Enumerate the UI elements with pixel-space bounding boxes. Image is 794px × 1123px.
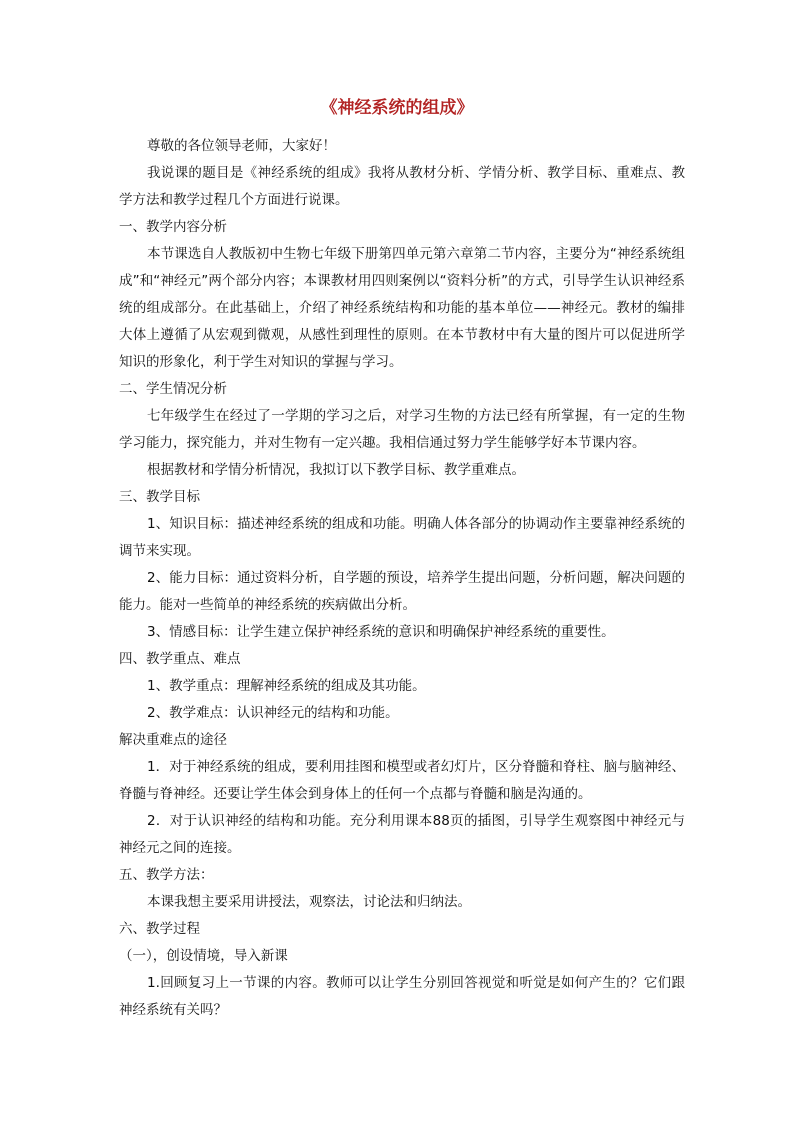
list-item: 2、教学难点：认识神经元的结构和功能。 [147,705,399,721]
list-item: 1、知识目标：描述神经系统的组成和功能。明确人体各部分的协调动作主要靠神经系统的调节来实现。 [119,516,685,559]
subsection-heading: （一），创设情境，导入新课 [119,948,288,964]
list-item: 1、教学重点：理解神经系统的组成及其功能。 [147,678,426,694]
body-paragraph: 本课我想主要采用讲授法，观察法，讨论法和归纳法。 [147,894,471,910]
document-body [119,133,685,1024]
list-item: 1．对于神经系统的组成，要利用挂图和模型或者幻灯片，区分脊髓和脊柱、脑与脑神经、脊髓与脊神经。还要让学生体会到身体上的任何一个点都与脊髓和脑是沟通的。 [119,759,685,802]
list-item: 1.回顾复习上一节课的内容。教师可以让学生分别回答视觉和听觉是如何产生的？它们跟神经系统有关吗？ [119,975,685,1018]
list-item: 3、情感目标：让学生建立保护神经系统的意识和明确保护神经系统的重要性。 [147,624,615,640]
section-heading: 二、学生情况分析 [119,381,227,397]
section-heading: 解决重难点的途径 [119,732,227,748]
section-heading: 五、教学方法： [119,867,214,883]
section-heading: 一、教学内容分析 [119,219,227,235]
section-heading: 四、教学重点、难点 [119,651,241,667]
greeting-paragraph: 尊敬的各位领导老师，大家好！ [147,138,336,154]
intro-paragraph: 我说课的题目是《神经系统的组成》我将从教材分析、学情分析、教学目标、重难点、教学方法和教学过程几个方面进行说课。 [119,165,685,208]
document-title: 《神经系统的组成》 [320,98,474,118]
body-paragraph: 根据教材和学情分析情况，我拟订以下教学目标、教学重难点。 [147,462,525,478]
section-heading: 六、教学过程 [119,921,200,937]
list-item: 2、能力目标：通过资料分析，自学题的预设，培养学生提出问题，分析问题，解决问题的能力。能对一些简单的神经系统的疾病做出分析。 [119,570,685,613]
section-heading: 三、教学目标 [119,489,200,505]
body-paragraph: 七年级学生在经过了一学期的学习之后，对学习生物的方法已经有所掌握，有一定的生物学习能力，探究能力，并对生物有一定兴趣。我相信通过努力学生能够学好本节课内容。 [119,408,685,451]
list-item: 2．对于认识神经的结构和功能。充分利用课本88页的插图，引导学生观察图中神经元与神经元之间的连接。 [119,813,685,856]
body-paragraph: 本节课选自人教版初中生物七年级下册第四单元第六章第二节内容，主要分为“神经系统组成”和“神经元”两个部分内容；本课教材用四则案例以“资料分析”的方式，引导学生认识神经系统的组成部分。在此基础上，介绍了神经系统结构和功能的基本单位——神经元。教材的编排大体上遵循了从宏观到微观，从感性到理性的原则。在本节教材中有大量的图片可以促进所学知识的形象化，利于学生对知识的掌握与学习。 [119,246,685,370]
